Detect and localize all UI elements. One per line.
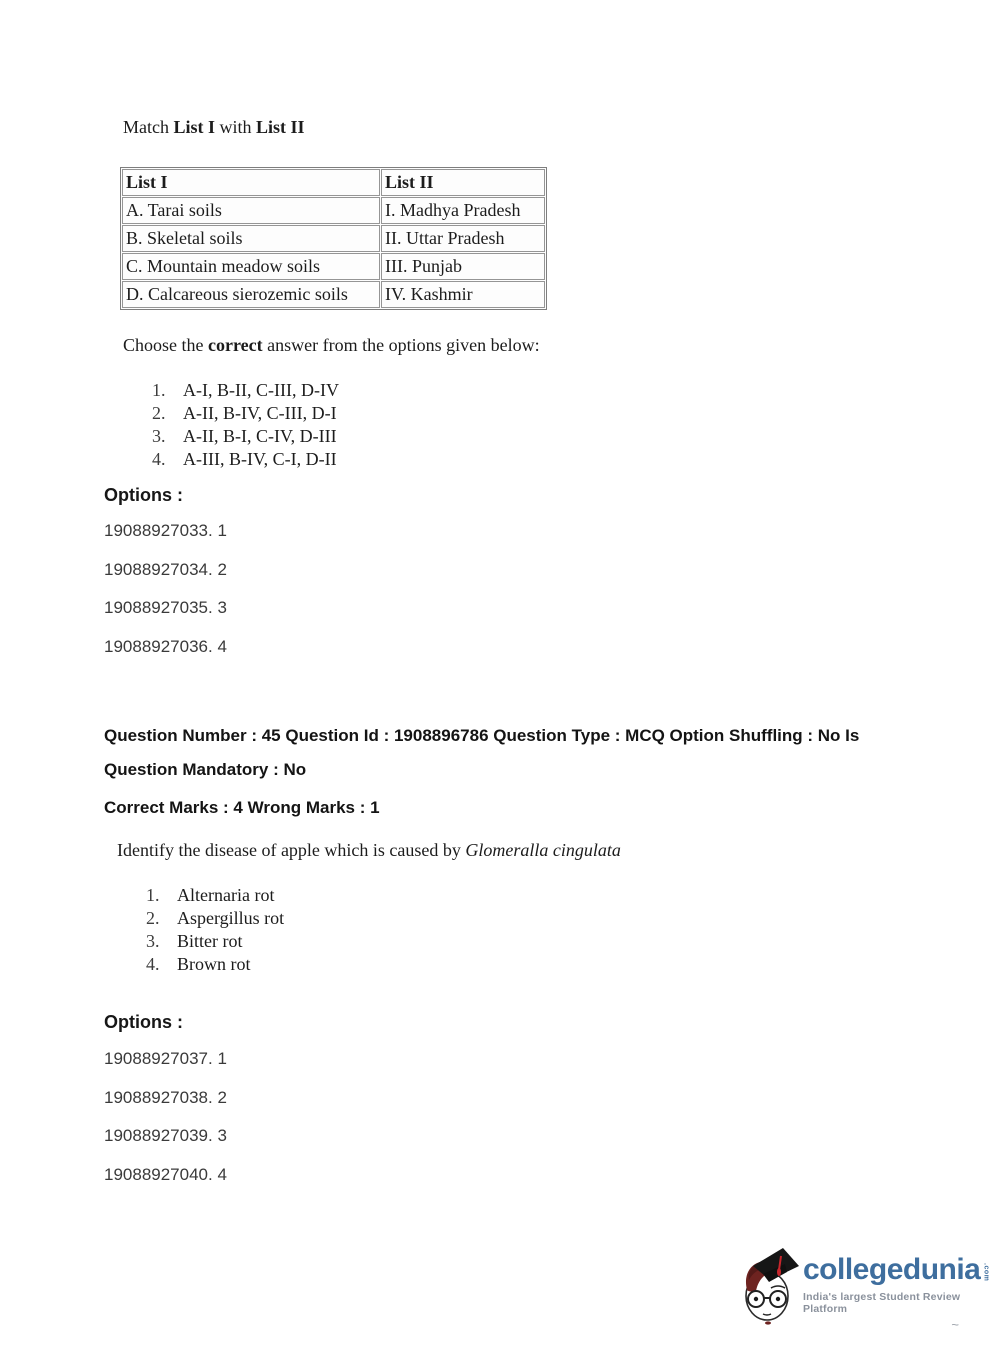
table-cell-list1-a: A. Tarai soils (122, 197, 380, 224)
choice-number: 1. (152, 380, 166, 400)
q44-choice-3 (152, 425, 339, 448)
choice-number: 2. (152, 403, 166, 423)
table-cell-list1-d: D. Calcareous sierozemic soils (122, 281, 380, 308)
q45-choice-2 (146, 907, 284, 930)
logo-flourish: ~ (951, 1317, 959, 1332)
q44-choice-list (152, 379, 339, 471)
choose-statement (123, 335, 540, 356)
q44-choice-1 (152, 379, 339, 402)
q44-option-id-list (104, 521, 227, 675)
match-prefix: Match (123, 117, 174, 137)
choice-number: 4. (152, 449, 166, 469)
logo-text-column (803, 1254, 989, 1315)
collegedunia-mascot-icon (737, 1246, 801, 1326)
q45-statement-species: Glomeralla cingulata (465, 840, 621, 860)
collegedunia-wordmark: collegedunia (803, 1253, 981, 1286)
table-header-list2: List II (381, 169, 545, 196)
table-header-list1: List I (122, 169, 380, 196)
q44-option-id-3: 19088927035. 3 (104, 598, 227, 617)
q44-option-id-1: 19088927033. 1 (104, 521, 227, 540)
match-list1: List I (173, 117, 215, 137)
choice-number: 3. (146, 931, 160, 951)
q45-option-id-1: 19088927037. 1 (104, 1049, 227, 1068)
q45-option-id-3: 19088927039. 3 (104, 1126, 227, 1145)
choose-prefix: Choose the (123, 335, 208, 355)
choice-text: A-III, B-IV, C-I, D-II (183, 449, 337, 469)
q45-choice-4 (146, 953, 284, 976)
table-cell-list1-b: B. Skeletal soils (122, 225, 380, 252)
choice-number: 2. (146, 908, 160, 928)
choice-text: A-II, B-IV, C-III, D-I (183, 403, 337, 423)
q44-choice-2 (152, 402, 339, 425)
choice-number: 3. (152, 426, 166, 446)
q45-meta-line-2: Question Mandatory : No (104, 760, 307, 779)
q44-options-label: Options : (104, 485, 183, 505)
table-row (122, 225, 545, 252)
table-cell-list2-iii: III. Punjab (381, 253, 545, 280)
choice-number: 1. (146, 885, 160, 905)
table-row (122, 197, 545, 224)
collegedunia-logo (737, 1246, 989, 1332)
choice-text: A-II, B-I, C-IV, D-III (183, 426, 337, 446)
q45-options-label: Options : (104, 1012, 183, 1032)
choose-bold: correct (208, 335, 263, 355)
table-row (122, 281, 545, 308)
q45-choice-list (146, 884, 284, 976)
collegedunia-com-suffix: .com (982, 1263, 990, 1282)
table-cell-list2-ii: II. Uttar Pradesh (381, 225, 545, 252)
choice-number: 4. (146, 954, 160, 974)
match-table (120, 167, 547, 310)
choice-text: A-I, B-II, C-III, D-IV (183, 380, 339, 400)
choice-text: Bitter rot (177, 931, 243, 951)
collegedunia-tagline: India's largest Student Review Platform (803, 1291, 961, 1315)
q45-statement (117, 840, 621, 861)
table-cell-list2-i: I. Madhya Pradesh (381, 197, 545, 224)
q44-option-id-4: 19088927036. 4 (104, 636, 227, 656)
choice-text: Aspergillus rot (177, 908, 285, 928)
q45-choice-3 (146, 930, 284, 953)
q45-metadata (104, 719, 924, 825)
table-row (122, 253, 545, 280)
choice-text: Alternaria rot (177, 885, 275, 905)
q44-choice-4 (152, 448, 339, 471)
table-cell-list1-c: C. Mountain meadow soils (122, 253, 380, 280)
q45-meta-line-1: Question Number : 45 Question Id : 1908896786 Question Type : MCQ Option Shuffling : No Is (104, 726, 860, 745)
table-header-row (122, 169, 545, 196)
q45-statement-prefix: Identify the disease of apple which is caused by (117, 840, 466, 860)
q45-option-id-2: 19088927038. 2 (104, 1087, 227, 1107)
match-statement (123, 117, 305, 138)
choice-text: Brown rot (177, 954, 251, 974)
match-mid: with (215, 117, 257, 137)
q44-option-id-2: 19088927034. 2 (104, 559, 227, 579)
match-list2: List II (256, 117, 305, 137)
table-cell-list2-iv: IV. Kashmir (381, 281, 545, 308)
q45-option-id-4: 19088927040. 4 (104, 1164, 227, 1184)
q45-option-id-list (104, 1049, 227, 1203)
q45-choice-1 (146, 884, 284, 907)
q45-meta-line-3: Correct Marks : 4 Wrong Marks : 1 (104, 798, 380, 817)
choose-suffix: answer from the options given below: (262, 335, 540, 355)
